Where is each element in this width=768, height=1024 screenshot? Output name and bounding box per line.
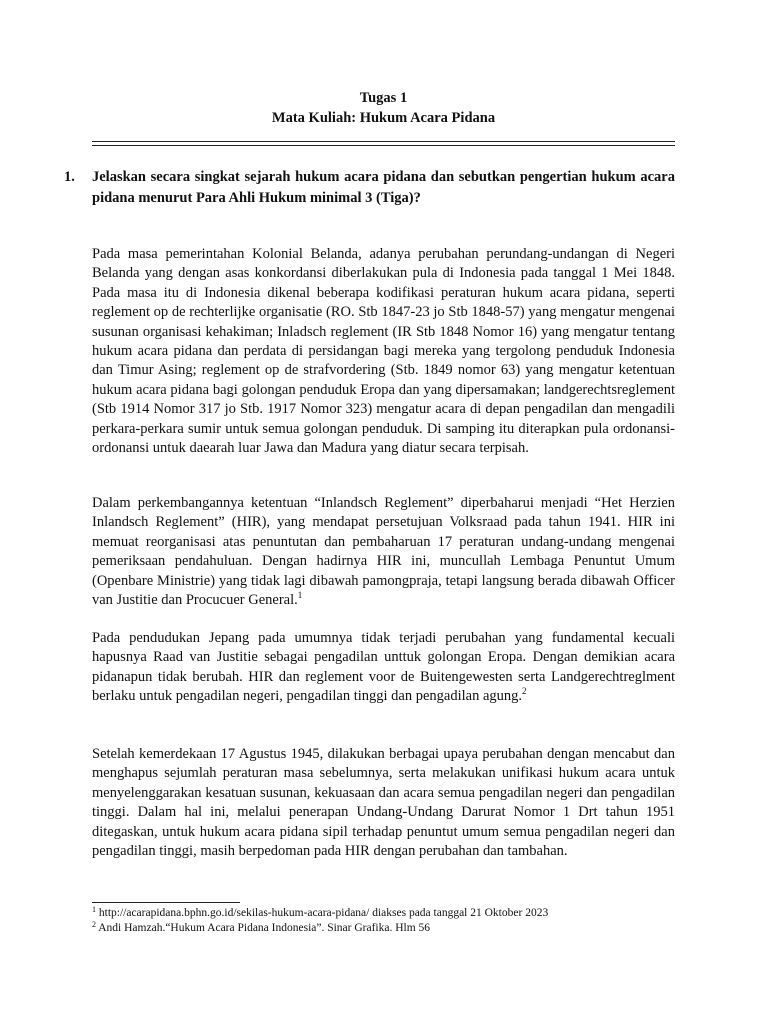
document-header <box>92 88 675 128</box>
question-number: 1. <box>64 169 75 185</box>
document-title: Tugas 1 <box>359 90 408 106</box>
paragraph-2-text: Dalam perkembangannya ketentuan “Inlandsch Reglement” diperbaharui menjadi “Het Herzien Inlandsch Reglement” (HIR), yang mendapat persetujuan Volksraad pada tahun 1941. HIR ini memuat reorganisasi atas penuntutan dan pembaharuan 17 peraturan undang-undang mengenai pemeriksaan pendahuluan. Dengan hadirnya HIR ini, muncullah Lembaga Penuntut Umum (Openbare Ministrie) yang tidak lagi dibawah pamongpraja, tetapi langsung berada dibawah Officer van Justitie dan Procucuer General. <box>92 495 675 609</box>
paragraph-3-text: Pada pendudukan Jepang pada umumnya tidak terjadi perubahan yang fundamental kecuali hapusnya Raad van Justitie sebagai pengadilan unttuk golongan Eropa. Dengan demikian acara pidanapun tidak berubah. HIR dan reglement voor de Buitengewesten serta Landgerechtreglment berlaku untuk pengadilan negeri, pengadilan tinggi dan pengadilan agung. <box>92 630 675 705</box>
paragraph-3 <box>92 629 675 707</box>
footnote-2-text: Andi Hamzah.“Hukum Acara Pidana Indonesia”. Sinar Grafika. Hlm 56 <box>98 921 431 934</box>
question-text: Jelaskan secara singkat sejarah hukum acara pidana dan sebutkan pengertian hukum acara pidana menurut Para Ahli Hukum minimal 3 (Tiga)? <box>92 169 675 206</box>
paragraph-1-text: Pada masa pemerintahan Kolonial Belanda, adanya perubahan perundang-undangan di Negeri Belanda yang dengan asas konkordansi diberlakukan pula di Indonesia pada tanggal 1 Mei 1848. Pada masa itu di Indonesia dikenal beberapa kodifikasi peraturan hukum acara pidana, seperti reglement op de rechterlijke organisatie (RO. Stb 1847-23 jo Stb 1848-57) yang mengatur mengenai susunan organisasi kehakiman; Inladsch reglement (IR Stb 1848 Nomor 16) yang mengatur tentang hukum acara pidana dan perdata di persidangan bagi mereka yang tergolong penduduk Indonesia dan Timur Asing; reglement op de strafvordering (Stb. 1849 nomor 63) yang mengatur ketentuan hukum acara pidana bagi golongan penduduk Eropa dan yang dipersamakan; landgerechtsreglement (Stb 1914 Nomor 317 jo Stb. 1917 Nomor 323) mengatur acara di depan pengadilan dan mengadili perkara-perkara sumir untuk semua golongan penduduk. Di samping itu diterapkan pula ordonansi-ordonansi untuk daearah luar Jawa dan Madura yang diatur secara terpisah. <box>92 246 675 457</box>
header-divider <box>92 141 675 146</box>
footnote-ref-2[interactable]: 2 <box>522 686 527 697</box>
footnote-1 <box>92 906 712 921</box>
footnote-2-mark: 2 <box>92 919 96 929</box>
paragraph-4 <box>92 745 675 861</box>
paragraph-2 <box>92 494 675 610</box>
footnotes <box>92 906 712 935</box>
paragraph-4-text: Setelah kemerdekaan 17 Agustus 1945, dilakukan berbagai upaya perubahan dengan mencabut dan menghapus sejumlah peraturan masa sebelumnya, serta melakukan unifikasi hukum acara untuk menyelenggarakan kesatuan susunan, kekuasaan dan acara semua pengadilan negeri dan pengadilan tinggi. Dalam hal ini, melalui penerapan Undang-Undang Darurat Nomor 1 Drt tahun 1951 ditegaskan, untuk hukum acara pidana sipil terhadap penuntut umum semua pengadilan negeri dan pengadilan tinggi, masih berpedoman pada HIR dengan perubahan dan tambahan. <box>92 746 675 860</box>
footnote-1-mark: 1 <box>92 905 96 914</box>
footnote-1-text[interactable]: http://acarapidana.bphn.go.id/sekilas-hukum-acara-pidana/ diakses pada tanggal 21 Oktober 2023 <box>98 907 549 919</box>
footnote-2 <box>92 921 712 936</box>
document-subtitle: Mata Kuliah: Hukum Acara Pidana <box>271 110 496 126</box>
paragraph-1 <box>92 245 675 458</box>
footnote-separator <box>92 902 240 903</box>
footnote-ref-1[interactable]: 1 <box>297 590 303 601</box>
